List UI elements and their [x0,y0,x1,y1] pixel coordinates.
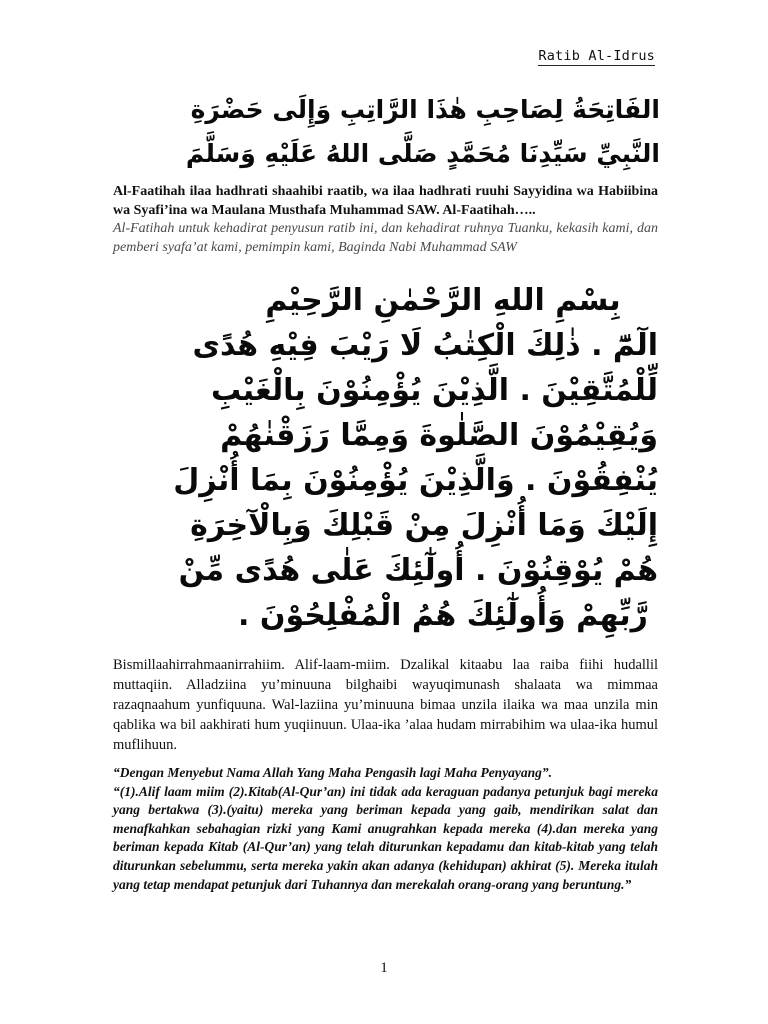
translation-basmala: “Dengan Menyebut Nama Allah Yang Maha Pengasih lagi Maha Penyayang”. [113,765,553,780]
arabic-verse-line: لِّلْمُتَّقِيْنَ . الَّذِيْنَ يُؤْمِنُوْنَ بِالْغَيْبِ [210,373,658,408]
arabic-verse-line: الٓمّٓ . ذٰلِكَ الْكِتٰبُ لَا رَيْبَ فِيْهِ هُدًى [192,328,658,363]
arabic-verse-line: بِسْمِ اللهِ الرَّحْمٰنِ الرَّحِيْمِ [265,283,621,318]
arabic-heading-line: النَّبِيِّ سَيِّدِنَا مُحَمَّدٍ صَلَّى اللهُ عَلَيْهِ وَسَلَّمَ [185,139,660,168]
verse-transliteration: Bismillaahirrahmaanirrahiim. Alif-laam-miim. Dzalikal kitaabu laa raiba fiihi hudallil muttaqiin. Alladziina yu’minuuna bilghaibi wayuqimunash shalaata wa mimmaa razaqnaahum yunfiquuna. Wal-laziina yu’minuuna bimaa unzila ilaika wa maa unzila min qablika wa bil aakhirati hum yuqiinuun. Ulaa-ika ’alaa hudam mirrabihim wa ulaa-ika humul muflihuun. [113,657,658,753]
translation-body: “(1).Alif laam miim (2).Kitab(Al-Qur’an) ini tidak ada keraguan padanya petunjuk bagi mereka yang bertakwa (3).(yaitu) mereka yang beriman kepada yang gaib, mendirikan salat dan menafkahkan sebahagian rizki yang Kami anugrahkan kepada mereka (4).dan mereka yang beriman kepada Kitab (Al-Qur’an) yang telah diturunkan kepadamu dan kitab-kitab yang telah diturunkan sebelummu, serta mereka yakin akan adanya (kehidupan) akhirat (5). Mereka itulah yang tetap mendapat petunjuk dari Tuhannya dan merekalah orang-orang yang beruntung.” [113,783,658,892]
intro-block [113,183,658,257]
arabic-heading [185,88,660,176]
running-header: Ratib Al-Idrus [538,48,655,64]
arabic-verse-line: وَيُقِيْمُوْنَ الصَّلٰوةَ وَمِمَّا رَزَقْنٰهُمْ [220,418,658,453]
arabic-verse-line: يُنْفِقُوْنَ . وَالَّذِيْنَ يُؤْمِنُوْنَ بِمَا أُنْزِلَ [173,463,658,498]
arabic-verse-line: هُمْ يُوْقِنُوْنَ . أُولٰٓئِكَ عَلٰى هُدًى مِّنْ [178,553,658,588]
arabic-verse-line: إِلَيْكَ وَمَا أُنْزِلَ مِنْ قَبْلِكَ وَبِالْآخِرَةِ [190,508,658,543]
intro-transliteration: Al-Faatihah ilaa hadhrati shaahibi raatib, wa ilaa hadhrati ruuhi Sayyidina wa Habiibina wa Syafi’ina wa Maulana Musthafa Muhammad SAW. Al-Faatihah….. [113,184,658,218]
intro-translation: Al-Fatihah untuk kehadirat penyusun ratib ini, dan kehadirat ruhnya Tuanku, kekasih kami, dan pemberi syafa’at kami, pemimpin kami, Baginda Nabi Muhammad SAW [113,221,658,255]
page-number: 1 [380,960,388,976]
verse-translation [113,764,658,894]
arabic-verses [173,278,658,638]
arabic-verse-line: رَّبِّهِمْ وَأُولٰٓئِكَ هُمُ الْمُفْلِحُوْنَ . [238,598,648,633]
arabic-heading-line: الفَاتِحَةُ لِصَاحِبِ هٰذَا الرَّاتِبِ وَإِلَى حَضْرَةِ [190,95,660,124]
